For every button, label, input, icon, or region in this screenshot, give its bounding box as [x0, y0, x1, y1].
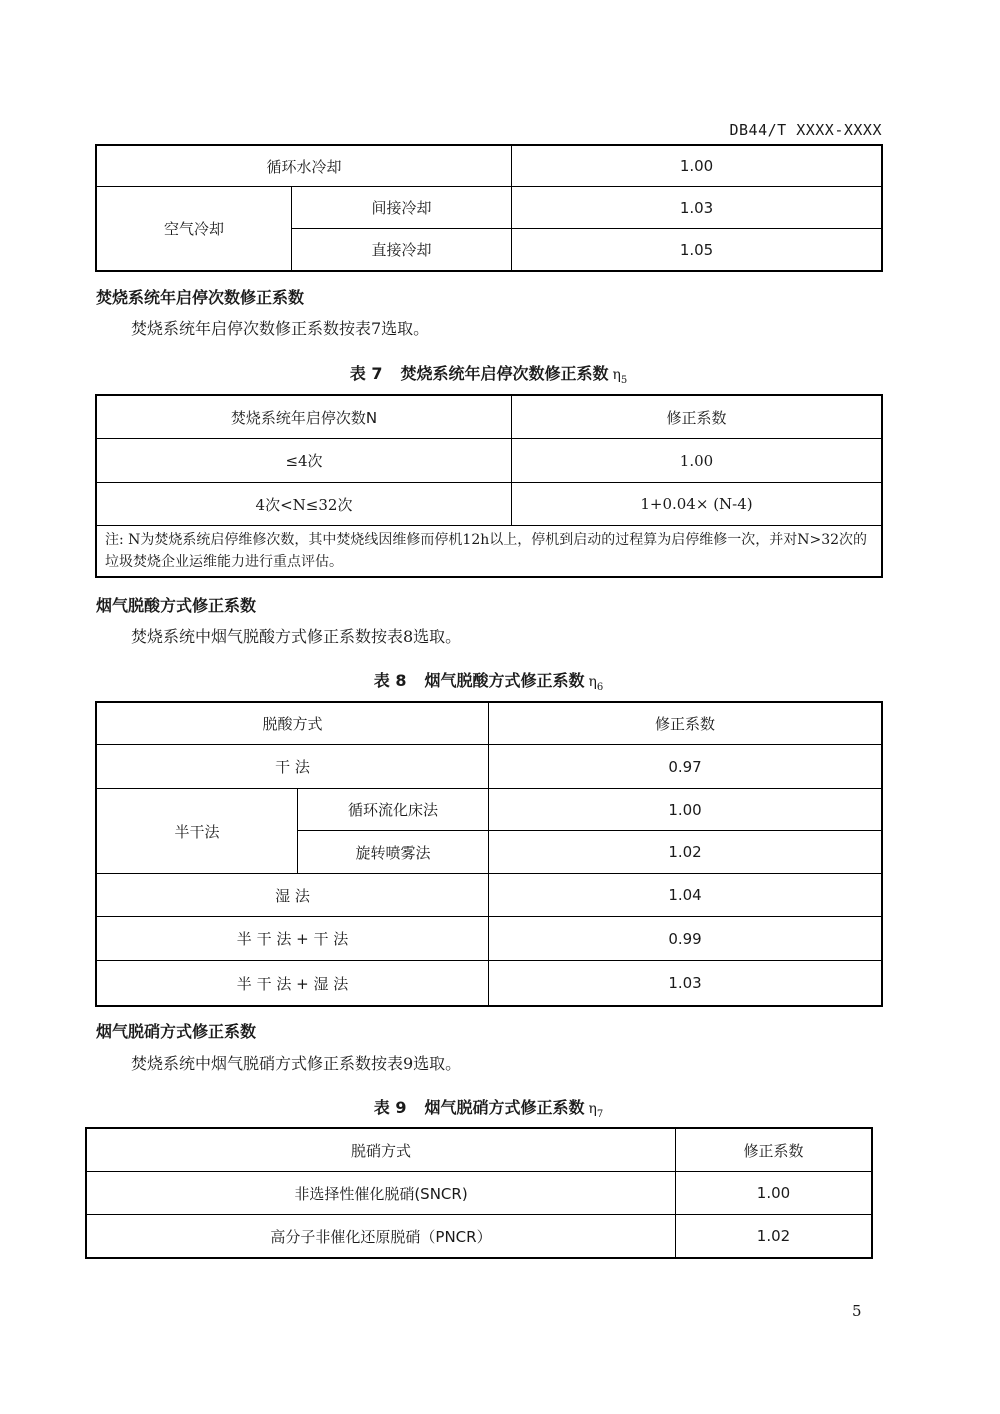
- paragraph: 焚烧系统中烟气脱硝方式修正系数按表9选取。: [131, 1054, 462, 1073]
- table-cell: 1.00: [512, 439, 882, 483]
- table-cell: 1.05: [512, 229, 882, 271]
- table-cell: 1.03: [489, 961, 882, 1006]
- table-header-row: [87, 1129, 872, 1172]
- table-cell: 间接冷却: [292, 187, 512, 229]
- denox-table: [86, 1128, 872, 1258]
- table-cell: 4次<N≤32次: [97, 483, 512, 526]
- deacid-table: [96, 702, 882, 1006]
- table-row: [97, 483, 882, 526]
- table-cell: 1.02: [676, 1215, 872, 1258]
- caption-number: 表 7: [349, 364, 383, 383]
- table-cell: 循环水冷却: [97, 146, 512, 187]
- page-number: 5: [852, 1302, 862, 1320]
- table-row: [97, 745, 882, 789]
- table-cell: 非选择性催化脱硝(SNCR): [87, 1172, 676, 1215]
- caption-text: 烟气脱酸方式修正系数: [424, 671, 585, 690]
- caption-symbol: $\eta_6$: [588, 674, 604, 693]
- table-header-row: [97, 396, 882, 439]
- column-header: 修正系数: [512, 396, 882, 439]
- column-header: 修正系数: [676, 1129, 872, 1172]
- section-heading: 焚烧系统年启停次数修正系数: [96, 288, 305, 307]
- table-cell: 高分子非催化还原脱硝（PNCR）: [87, 1215, 676, 1258]
- table-cell: 1.00: [512, 146, 882, 187]
- column-header: 脱硝方式: [87, 1129, 676, 1172]
- table-row: [87, 1172, 872, 1215]
- table-cell: 半 干 法 + 湿 法: [97, 961, 489, 1006]
- table-cell: 1.04: [489, 874, 882, 917]
- table-caption: [96, 361, 881, 386]
- table-row: [97, 187, 882, 229]
- table-cell: 1.00: [676, 1172, 872, 1215]
- cooling-table: [96, 145, 882, 271]
- caption-text: 焚烧系统年启停次数修正系数: [400, 364, 609, 383]
- column-header: 焚烧系统年启停次数N: [97, 396, 512, 439]
- table-group-cell: 半干法: [97, 789, 298, 874]
- table-row: [97, 874, 882, 917]
- table-row: [97, 789, 882, 831]
- table-row: [97, 961, 882, 1006]
- column-header: 修正系数: [489, 703, 882, 745]
- table-cell: 湿 法: [97, 874, 489, 917]
- table-cell: 循环流化床法: [298, 789, 489, 831]
- caption-number: 表 8: [373, 671, 407, 690]
- table-cell: 半 干 法 + 干 法: [97, 917, 489, 961]
- table-cell: 0.99: [489, 917, 882, 961]
- table-row: [97, 146, 882, 187]
- table-cell: 1.02: [489, 831, 882, 874]
- section-heading: 烟气脱硝方式修正系数: [96, 1022, 257, 1041]
- startstop-table: [96, 395, 882, 577]
- table-header-row: [97, 703, 882, 745]
- caption-symbol: $\eta_5$: [612, 367, 628, 386]
- table-cell: ≤4次: [97, 439, 512, 483]
- table-cell: 干 法: [97, 745, 489, 789]
- document-code: DB44/T XXXX-XXXX: [729, 121, 882, 139]
- table-cell: 旋转喷雾法: [298, 831, 489, 874]
- paragraph: 焚烧系统年启停次数修正系数按表7选取。: [131, 319, 430, 338]
- table-caption: [96, 1095, 881, 1120]
- section-heading: 烟气脱酸方式修正系数: [96, 596, 257, 615]
- caption-number: 表 9: [373, 1098, 407, 1117]
- table-cell: 1.00: [489, 789, 882, 831]
- table-group-cell: 空气冷却: [97, 187, 292, 271]
- column-header: 脱酸方式: [97, 703, 489, 745]
- table-cell: 1.03: [512, 187, 882, 229]
- table-cell: 直接冷却: [292, 229, 512, 271]
- caption-text: 烟气脱硝方式修正系数: [424, 1098, 585, 1117]
- caption-symbol: $\eta_7$: [588, 1101, 604, 1120]
- table-row: [87, 1215, 872, 1258]
- table-cell: 0.97: [489, 745, 882, 789]
- table-cell: 1+0.04× (N-4): [512, 483, 882, 526]
- table-note-row: [97, 526, 882, 577]
- table-note: 注: N为焚烧系统启停维修次数，其中焚烧线因维修而停机12h以上，停机到启动的过程算为启停维修一次，并对N>32次的垃圾焚烧企业运维能力进行重点评估。: [97, 526, 882, 577]
- table-caption: [96, 668, 881, 693]
- table-row: [97, 917, 882, 961]
- paragraph: 焚烧系统中烟气脱酸方式修正系数按表8选取。: [131, 627, 462, 646]
- table-row: [97, 439, 882, 483]
